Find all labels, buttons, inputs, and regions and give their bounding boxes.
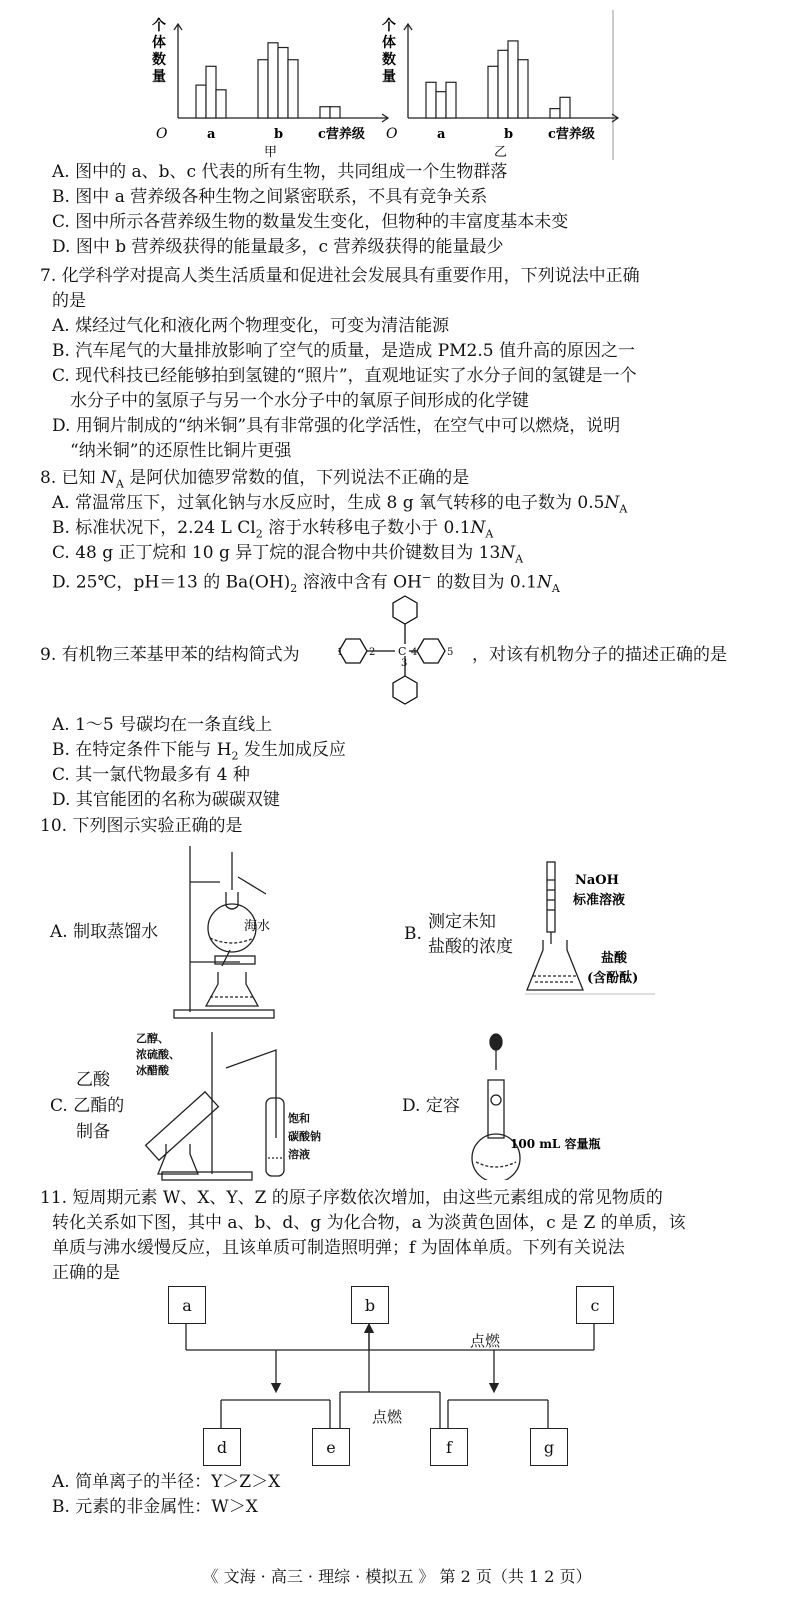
y-axis-label-char: 量 <box>152 69 166 85</box>
q6-option-c: C. 图中所示各营养级生物的数量发生变化，但物种的丰富度基本未变 <box>52 212 569 232</box>
y-axis-label-char: 体 <box>152 35 166 51</box>
q10-option-c-line2: C. 乙酯的 <box>50 1096 125 1116</box>
carbon-num-4: 4 <box>411 647 418 658</box>
standard-solution-label: 标准溶液 <box>573 893 626 908</box>
q11-option-b: B. 元素的非金属性：W＞X <box>52 1497 258 1517</box>
q8-option-b: B. 标准状况下，2.24 L $Cl_2$ 溶于水转移电子数小于 $0.1N_A$ <box>52 518 494 541</box>
conversion-diagram-lines <box>0 1280 794 1470</box>
q7-option-c-cont: 水分子中的氢原子与另一个水分子中的氧原子间形成的化学键 <box>70 391 529 411</box>
tick-label: a <box>437 127 446 142</box>
burn-label-top: 点燃 <box>470 1332 501 1350</box>
q6-option-a: A. 图中的 a、b、c 代表的所有生物，共同组成一个生物群落 <box>52 162 508 182</box>
bar <box>320 107 330 118</box>
q10-option-c-line1: 乙酸 <box>76 1070 110 1090</box>
burn-label-bottom: 点燃 <box>372 1408 403 1426</box>
ester-preparation-apparatus <box>136 1028 336 1184</box>
y-axis-label-char: 个 <box>152 18 166 34</box>
y-axis-label-char: 数 <box>382 52 396 68</box>
histogram-right <box>382 17 618 160</box>
bar <box>268 43 278 118</box>
q6-option-b: B. 图中 a 营养级各种生物之间紧密联系，不具有竞争关系 <box>52 187 488 207</box>
phenolphthalein-label: (含酚酞) <box>587 971 639 986</box>
q10-option-d: D. 定容 <box>402 1096 460 1116</box>
sodium-carbonate-label: 碳酸钠 <box>288 1130 321 1143</box>
left-caption: 甲 <box>264 145 278 160</box>
central-carbon-c: C <box>398 645 407 658</box>
box-f: f <box>430 1428 468 1466</box>
q10-option-b-label: B. <box>404 924 422 944</box>
naoh-label: NaOH <box>575 873 619 888</box>
q7-option-b: B. 汽车尾气的大量排放影响了空气的质量，是造成 PM2.5 值升高的原因之一 <box>52 341 635 361</box>
histogram-figure <box>150 10 770 160</box>
q8-option-a: A. 常温常压下，过氧化钠与水反应时，生成 8 g 氧气转移的电子数为 $0.5N_A$ <box>52 493 628 516</box>
titration-apparatus <box>525 860 665 1000</box>
carbon-num-3: 3 <box>401 658 408 669</box>
q11-stem-1: 11. 短周期元素 W、X、Y、Z 的原子序数依次增加，由这些元素组成的常见物质的 <box>40 1188 663 1208</box>
bar <box>498 50 508 118</box>
bar <box>508 41 518 118</box>
y-axis-label-char: 数 <box>152 52 166 68</box>
bar <box>278 48 288 119</box>
bar <box>426 82 436 118</box>
bar <box>288 60 298 118</box>
tick-label: b <box>274 127 284 142</box>
distillation-apparatus <box>170 842 280 1020</box>
q10-stem: 10. 下列图示实验正确的是 <box>40 816 243 836</box>
carbon-num-1: 1 <box>337 647 344 658</box>
box-c: c <box>576 1286 614 1324</box>
q6-option-d: D. 图中 b 营养级获得的能量最多，c 营养级获得的能量最少 <box>52 237 504 257</box>
right-caption: 乙 <box>494 145 508 160</box>
q7-option-c: C. 现代科技已经能够拍到氢键的“照片”，直观地证实了水分子间的氢键是一个 <box>52 366 637 386</box>
q9-option-a: A. 1～5 号碳均在一条直线上 <box>52 715 273 735</box>
bar <box>258 60 268 118</box>
q9-stem-b: ，对该有机物分子的描述正确的是 <box>472 645 727 665</box>
seawater-label: 海水 <box>244 919 271 934</box>
bar <box>206 66 216 118</box>
histogram-left <box>152 17 388 160</box>
y-axis-label-char: 个 <box>382 18 396 34</box>
y-axis-label-char: 体 <box>382 35 396 51</box>
q11-stem-2: 转化关系如下图，其中 a、b、d、g 为化合物，a 为淡黄色固体，c 是 Z 的单质，该 <box>52 1213 686 1233</box>
q8-option-d: D. 25℃，pH＝13 的 $Ba(OH)_2$ 溶液中含有 OH− 的数目为 $0.1N_A$ <box>52 571 560 596</box>
q10-option-a: A. 制取蒸馏水 <box>50 922 159 942</box>
q7-option-d: D. 用铜片制成的“纳米铜”具有非常强的化学活性，在空气中可以燃烧，说明 <box>52 416 621 436</box>
q7-option-a: A. 煤经过气化和液化两个物理变化，可变为清洁能源 <box>52 316 450 336</box>
tick-label: c营养级 <box>318 127 365 142</box>
box-a: a <box>168 1286 206 1324</box>
triphenylmethyl-toluene-structure <box>335 592 475 710</box>
solution-label: 溶液 <box>288 1148 310 1161</box>
bar <box>446 82 456 118</box>
hcl-label: 盐酸 <box>601 951 628 966</box>
bar <box>518 60 528 118</box>
box-b: b <box>351 1286 389 1324</box>
volumetric-flask-apparatus <box>460 1030 640 1180</box>
box-d: d <box>203 1428 241 1466</box>
bar <box>550 109 560 118</box>
bar <box>196 85 206 118</box>
carbon-num-5: 5 <box>447 647 454 658</box>
q11-stem-3: 单质与沸水缓慢反应，且该单质可制造照明弹；f 为固体单质。下列有关说法 <box>52 1238 625 1258</box>
q9-stem-a: 9. 有机物三苯基甲苯的结构简式为 <box>40 645 300 665</box>
carbon-num-2: 2 <box>369 647 376 658</box>
q10-option-b-line1: 测定未知 <box>428 912 496 932</box>
saturated-label: 饱和 <box>288 1112 310 1125</box>
bar <box>216 90 226 118</box>
tick-label: b <box>504 127 514 142</box>
flask-label: 100 mL 容量瓶 <box>510 1137 601 1151</box>
q7-stem: 7. 化学科学对提高人类生活质量和促进社会发展具有重要作用，下列说法中正确 <box>40 266 640 286</box>
q9-option-c: C. 其一氯代物最多有 4 种 <box>52 765 250 785</box>
q7-stem-cont: 的是 <box>52 291 86 311</box>
origin-label: O <box>156 126 168 142</box>
bar <box>330 107 340 118</box>
tick-label: a <box>207 127 216 142</box>
q11-option-a: A. 简单离子的半径：Y＞Z＞X <box>52 1472 281 1492</box>
box-g: g <box>530 1428 568 1466</box>
q9-option-d: D. 其官能团的名称为碳碳双键 <box>52 790 280 810</box>
q8-option-c: C. 48 g 正丁烷和 10 g 异丁烷的混合物中共价键数目为 $13N_A$ <box>52 543 524 566</box>
bar <box>436 92 446 118</box>
q10-option-c-line3: 制备 <box>76 1122 110 1142</box>
q10-option-b-line2: 盐酸的浓度 <box>428 937 513 957</box>
q11-stem-4: 正确的是 <box>52 1263 120 1283</box>
reagent-sulfuric-acid: 浓硫酸、 <box>136 1048 180 1061</box>
reagent-ethanol: 乙醇、 <box>136 1032 169 1045</box>
q7-option-d-cont: “纳米铜”的还原性比铜片更强 <box>70 441 292 461</box>
origin-label: O <box>386 126 398 142</box>
page-footer: 《 文海 · 高三 · 理综 · 模拟五 》 第 2 页（共 1 2 页） <box>202 1567 592 1586</box>
box-e: e <box>312 1428 350 1466</box>
bar <box>560 97 570 118</box>
q8-stem: 8. 已知 $N_A$ 是阿伏加德罗常数的值，下列说法不正确的是 <box>40 468 470 491</box>
y-axis-label-char: 量 <box>382 69 396 85</box>
q9-option-b: B. 在特定条件下能与 $H_2$ 发生加成反应 <box>52 740 346 763</box>
tick-label: c营养级 <box>548 127 595 142</box>
bar <box>488 66 498 118</box>
reagent-acetic-acid: 冰醋酸 <box>136 1064 169 1077</box>
